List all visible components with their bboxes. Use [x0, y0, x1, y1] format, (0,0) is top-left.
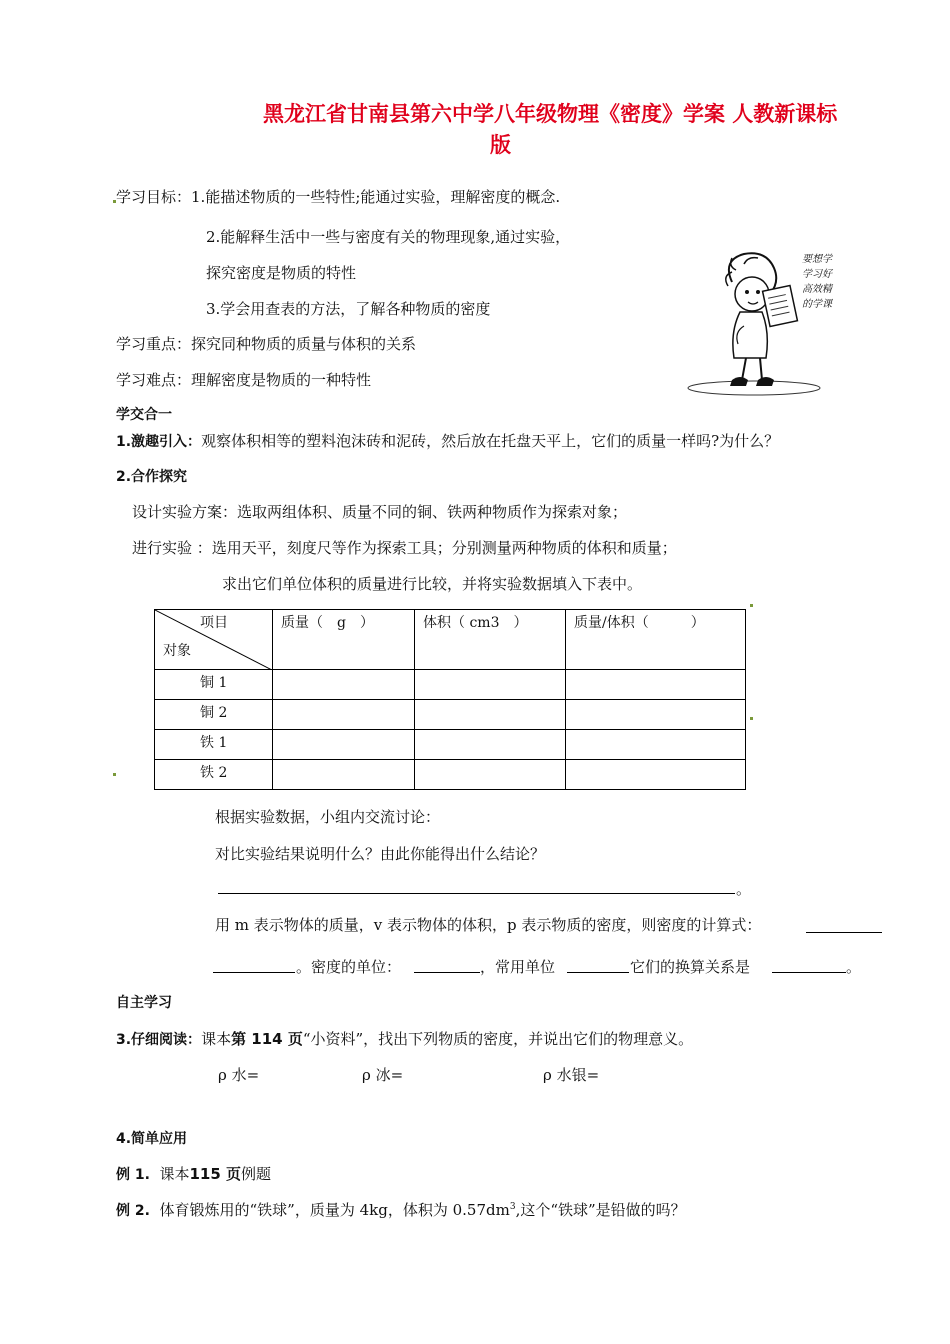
- cartoon-caption: 要想学 学习好 高效精 的学课: [802, 254, 832, 310]
- row-label-copper-1: 铜 1: [155, 670, 273, 700]
- density-ice: ρ 冰=: [362, 1066, 404, 1084]
- difficulty: [116, 369, 371, 390]
- objective-3: 3.学会用查表的方法，了解各种物质的密度: [206, 300, 491, 318]
- experiment-design: 设计实验方案：选取两组体积、质量不同的铜、铁两种物质作为探索对象；: [132, 503, 628, 521]
- cell-empty[interactable]: [415, 760, 566, 790]
- unit-prompt: 。密度的单位：: [296, 958, 402, 976]
- cell-empty[interactable]: [566, 730, 746, 760]
- unit-blank[interactable]: [414, 972, 480, 973]
- scan-dot: [750, 604, 753, 607]
- corner-top-label: 项目: [200, 615, 228, 631]
- row-label-iron-1: 铁 1: [155, 730, 273, 760]
- objective-1: 1.能描述物质的一些特性;能通过实验，理解密度的概念.: [191, 188, 561, 206]
- conclusion-period: 。: [736, 880, 752, 898]
- conversion-prompt: 它们的换算关系是: [630, 958, 751, 976]
- cell-empty[interactable]: [566, 760, 746, 790]
- scan-dot: [113, 773, 116, 776]
- question-3: 3.仔细阅读：课本第 114 页“小资料”，找出下列物质的密度，并说出它们的物理意义。: [116, 1030, 694, 1048]
- header-volume: 体积（ cm3 ）: [415, 610, 566, 670]
- corner-bottom-label: 对象: [163, 643, 191, 659]
- section-heading-application: 4.简单应用: [116, 1131, 188, 1147]
- section-heading-self-study: 自主学习: [116, 995, 172, 1011]
- scan-dot: [750, 717, 753, 720]
- table-row: [155, 730, 746, 760]
- scan-dot: [113, 200, 116, 203]
- cell-empty[interactable]: [273, 700, 415, 730]
- question-1-label: 1.激趣引入：: [116, 434, 202, 450]
- question-2-heading: 2.合作探究: [116, 469, 188, 485]
- density-mercury: ρ 水银=: [543, 1066, 600, 1084]
- formula-blank[interactable]: [806, 932, 882, 933]
- density-formula-prompt: 用 m 表示物体的质量，v 表示物体的体积，p 表示物质的密度，则密度的计算式：: [215, 916, 762, 934]
- objective-2a: 2.能解释生活中一些与密度有关的物理现象,通过实验，: [206, 228, 571, 246]
- cartoon-illustration: [684, 252, 884, 398]
- conversion-period: 。: [846, 958, 862, 976]
- table-corner-cell: [155, 610, 273, 670]
- objectives-line-1: [116, 186, 560, 207]
- student-reading-icon: [684, 252, 884, 398]
- example-2: 例 2. 体育锻炼用的“铁球”，质量为 4kg，体积为 $0.57dm^3$,这个“铁球”是铅做的吗？: [116, 1201, 686, 1219]
- page-title-continued: 版: [490, 133, 511, 157]
- textbook-page: 第 114 页: [231, 1030, 303, 1048]
- discussion-line-2: 对比实验结果说明什么？由此你能得出什么结论？: [215, 845, 546, 863]
- experiment-conduct-2: 求出它们单位体积的质量进行比较，并将实验数据填入下表中。: [222, 575, 643, 593]
- header-mass-per-volume: 质量/体积（ ）: [566, 610, 746, 670]
- header-mass: 质量（ g ）: [273, 610, 415, 670]
- formula-blank-continued[interactable]: [213, 972, 295, 973]
- key-point-label: 学习重点：: [116, 335, 192, 353]
- cell-empty[interactable]: [415, 730, 566, 760]
- cell-empty[interactable]: [566, 700, 746, 730]
- conclusion-blank[interactable]: [218, 893, 735, 894]
- experiment-conduct: 进行实验 ：选用天平，刻度尺等作为探索工具；分别测量两种物质的体积和质量；: [132, 539, 677, 557]
- question-3-label: 3.仔细阅读：: [116, 1032, 202, 1048]
- difficulty-label: 学习难点：: [116, 371, 192, 389]
- objectives-label: 学习目标：: [116, 188, 192, 206]
- conversion-blank[interactable]: [772, 972, 846, 973]
- density-water: ρ 水=: [218, 1066, 260, 1084]
- row-label-copper-2: 铜 2: [155, 700, 273, 730]
- cell-empty[interactable]: [566, 670, 746, 700]
- question-1-text: 观察体积相等的塑料泡沫砖和泥砖，然后放在托盘天平上，它们的质量一样吗?为什么？: [201, 432, 780, 450]
- cell-empty[interactable]: [273, 670, 415, 700]
- question-1: [116, 430, 779, 451]
- key-point-text: 探究同种物质的质量与体积的关系: [191, 335, 417, 353]
- difficulty-text: 理解密度是物质的一种特性: [191, 371, 372, 389]
- common-unit-blank[interactable]: [567, 972, 629, 973]
- objective-2b: 探究密度是物质的特性: [206, 264, 357, 282]
- row-label-iron-2: 铁 2: [155, 760, 273, 790]
- example-1-label: 例 1.: [116, 1167, 150, 1183]
- table-row: [155, 760, 746, 790]
- experiment-data-table: [154, 609, 746, 790]
- page-title: 黑龙江省甘南县第六中学八年级物理《密度》学案 人教新课标: [263, 102, 838, 126]
- table-row: [155, 670, 746, 700]
- section-heading-1: 学交合一: [116, 407, 172, 423]
- cell-empty[interactable]: [415, 700, 566, 730]
- table-row: [155, 700, 746, 730]
- key-point: [116, 333, 416, 354]
- cell-empty[interactable]: [273, 760, 415, 790]
- discussion-line-1: 根据实验数据，小组内交流讨论：: [215, 808, 441, 826]
- example-1: 例 1. 课本115 页例题: [116, 1165, 272, 1183]
- example-2-label: 例 2.: [116, 1203, 150, 1219]
- common-unit-prompt: ，常用单位: [480, 958, 556, 976]
- cell-empty[interactable]: [273, 730, 415, 760]
- cell-empty[interactable]: [415, 670, 566, 700]
